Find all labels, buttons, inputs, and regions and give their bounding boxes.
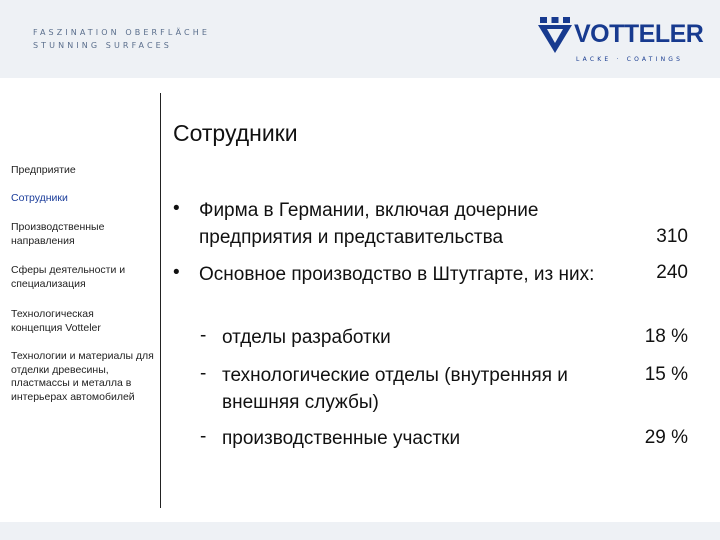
- row-text: Фирма в Германии, включая дочерние предприятия и представительства: [199, 200, 539, 248]
- dash-glyph: -: [200, 426, 207, 447]
- logo-subline: LACKE · COATINGS: [576, 56, 684, 63]
- tagline-line-2: STUNNING SURFACES: [33, 41, 172, 50]
- logo-wordmark: VOTTELER: [574, 20, 704, 48]
- footer-band: [0, 522, 720, 540]
- row-text: Основное производство в Штутгарте, из них:: [199, 264, 595, 285]
- sidebar-item-technologies[interactable]: Технологии и материалы для отделки древесины, пластмассы и металла в интерьерах автомобилей: [11, 350, 154, 403]
- row-value: 240: [656, 262, 688, 283]
- dash-glyph: -: [200, 325, 207, 346]
- row-value: 15 %: [644, 364, 688, 385]
- dash-glyph: -: [200, 363, 207, 384]
- sidebar-item-company[interactable]: Предприятие: [11, 164, 76, 176]
- vertical-divider: [160, 93, 161, 508]
- logo-mark-icon: [538, 16, 572, 54]
- row-text: технологические отделы (внутренняя и внешняя службы): [222, 365, 568, 413]
- tagline-line-1: FASZINATION OBERFLÄCHE: [33, 28, 210, 37]
- page-title: Сотрудники: [173, 120, 298, 146]
- votteler-logo: [538, 16, 704, 66]
- row-text: производственные участки: [222, 428, 461, 449]
- row-text: отделы разработки: [222, 327, 391, 348]
- sidebar-item-tech-concept[interactable]: Технологическая концепция Votteler: [11, 308, 101, 334]
- sidebar-item-production-areas[interactable]: Производственные направления: [11, 221, 105, 247]
- bullet-glyph: •: [173, 198, 180, 219]
- row-value: 18 %: [644, 326, 688, 347]
- row-value: 29 %: [644, 427, 688, 448]
- sidebar-item-activities[interactable]: Сферы деятельности и специализация: [11, 264, 126, 290]
- bullet-glyph: •: [173, 262, 180, 283]
- sidebar-item-employees[interactable]: Сотрудники: [11, 192, 68, 204]
- row-value: 310: [656, 226, 688, 247]
